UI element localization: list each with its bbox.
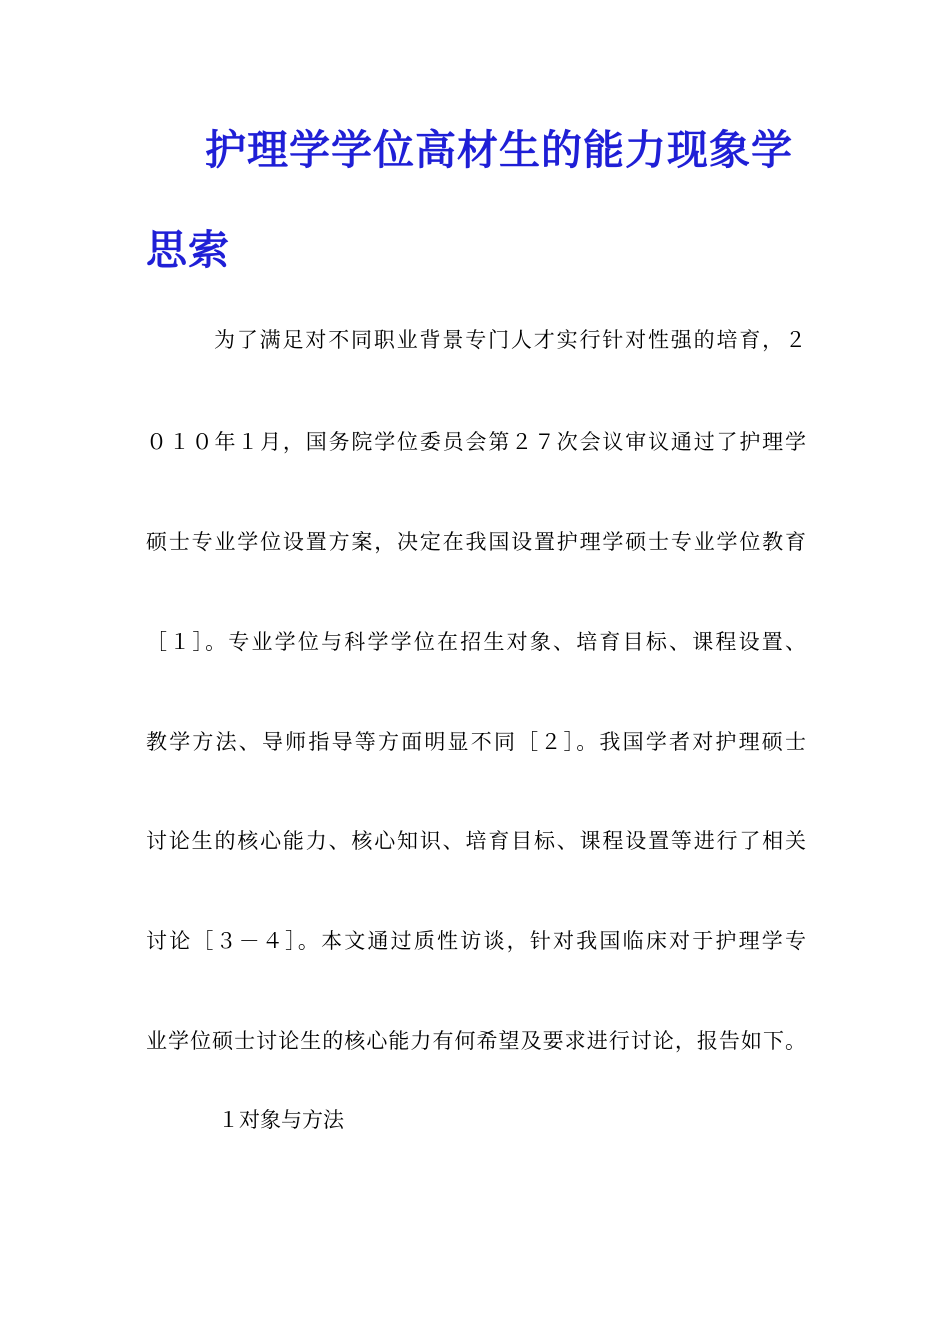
paragraph-line: 业学位硕士讨论生的核心能力有何希望及要求进行讨论，报告如下。 — [146, 1029, 806, 1053]
document-title-line-2: 思索 — [146, 226, 230, 274]
paragraph-line: ０１０年１月，国务院学位委员会第２７次会议审议通过了护理学 — [146, 430, 806, 454]
paragraph-line: ［１］。专业学位与科学学位在招生对象、培育目标、课程设置、 — [146, 630, 806, 654]
paragraph-line: 教学方法、导师指导等方面明显不同［２］。我国学者对护理硕士 — [146, 730, 806, 754]
document-title-line-1: 护理学学位高材生的能力现象学 — [205, 126, 793, 174]
paragraph-line: 讨论生的核心能力、核心知识、培育目标、课程设置等进行了相关 — [146, 829, 806, 853]
paragraph-line: 硕士专业学位设置方案，决定在我国设置护理学硕士专业学位教育 — [146, 530, 806, 554]
section-heading: １对象与方法 — [218, 1108, 344, 1132]
paragraph-line: 为了满足对不同职业背景专门人才实行针对性强的培育，２ — [214, 328, 806, 352]
paragraph-line: 讨论［３－４］。本文通过质性访谈，针对我国临床对于护理学专 — [146, 929, 806, 953]
